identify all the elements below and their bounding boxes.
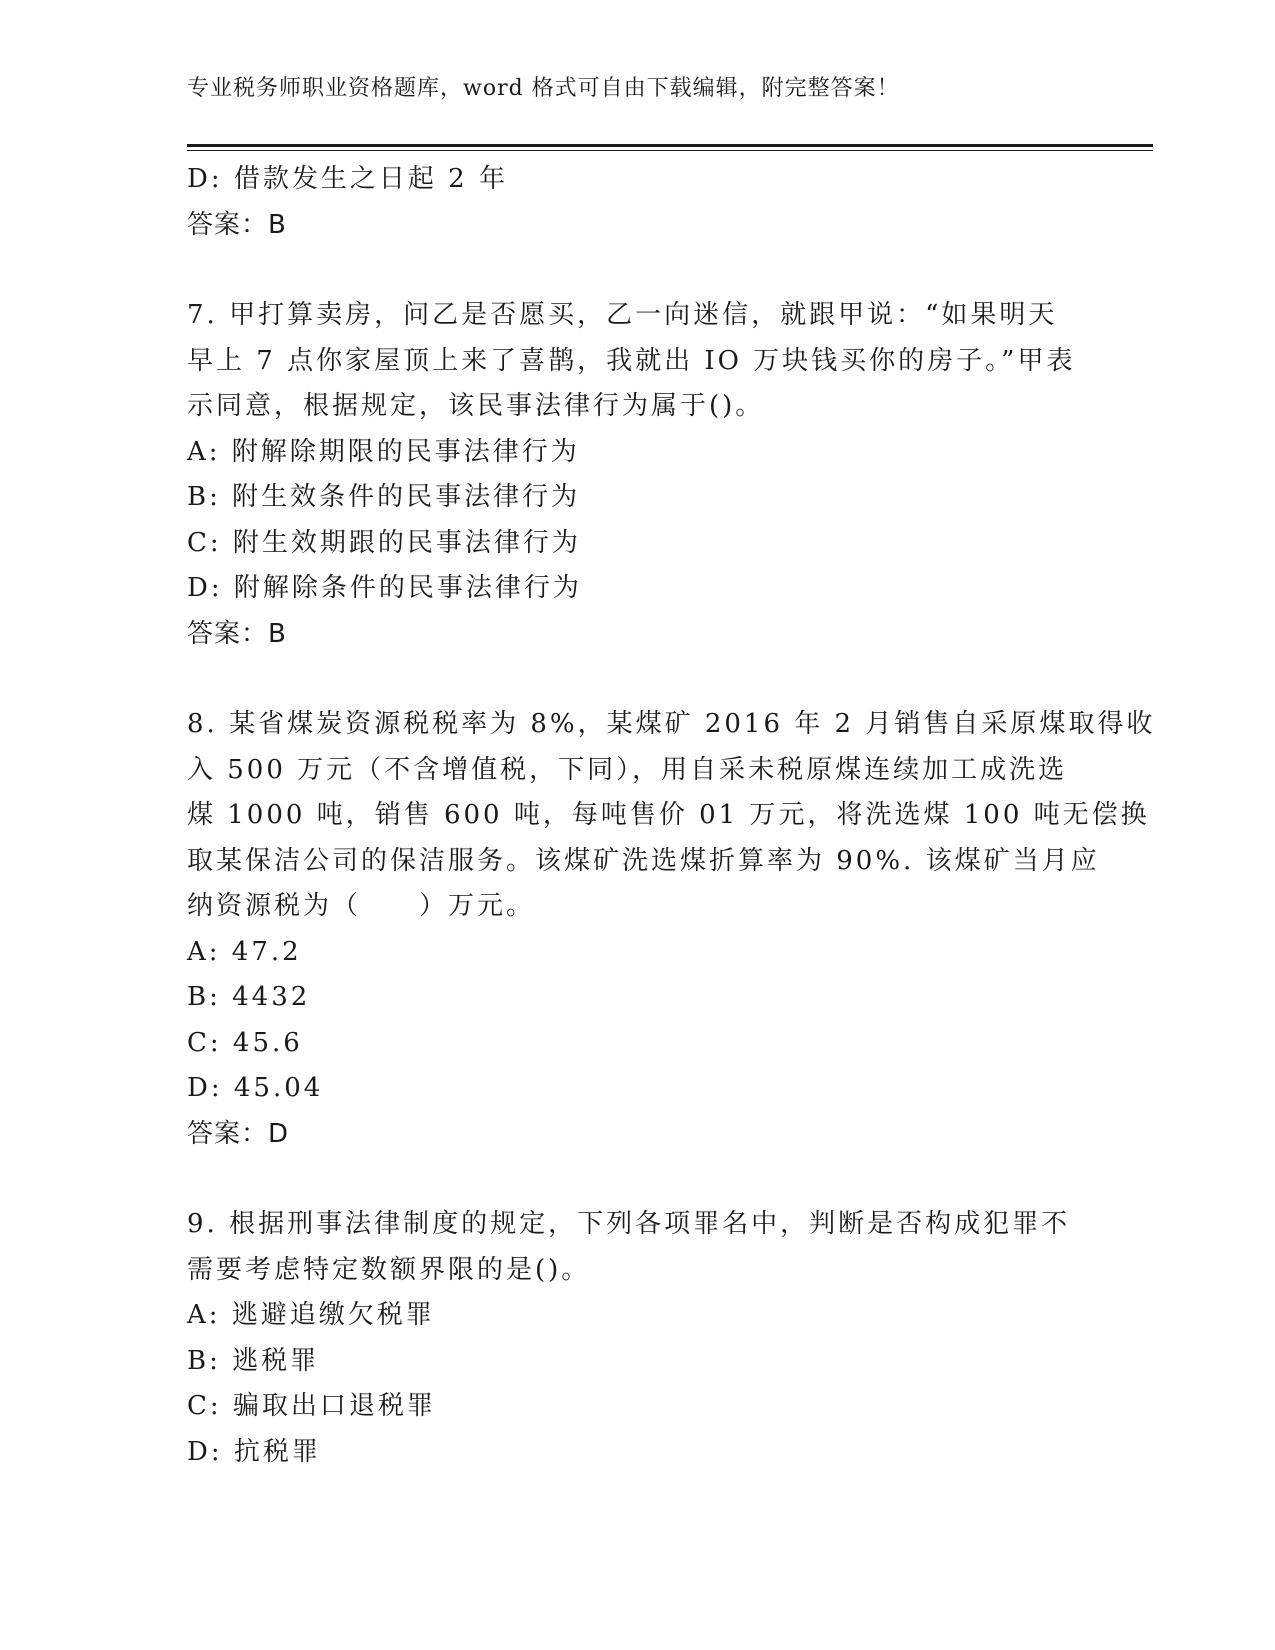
question-stem-line: 取某保洁公司的保洁服务。该煤矿洗选煤折算率为 90%. 该煤矿当月应	[187, 845, 1100, 876]
option-c: C: 45.6	[187, 1027, 303, 1058]
question-stem-line: 9. 根据刑事法律制度的规定，下列各项罪名中，判断是否构成犯罪不	[187, 1209, 1071, 1239]
question-6-tail	[187, 157, 1087, 248]
option-d: D: 附解除条件的民事法律行为	[187, 573, 582, 603]
answer: 答案：D	[187, 1118, 290, 1149]
option-c: C: 骗取出口退税罪	[187, 1391, 436, 1421]
option-d: D: 45.04	[187, 1073, 324, 1103]
answer: 答案：B	[187, 209, 287, 240]
question-stem-line: 7. 甲打算卖房，问乙是否愿买，乙一向迷信，就跟甲说：“如果明天	[187, 300, 1058, 330]
question-stem-line: 入 500 万元（不含增值税，下同），用自采未税原煤连续加工成洗选	[187, 754, 1068, 785]
question-stem-line: 纳资源税为（ ）万元。	[187, 891, 536, 921]
question-stem-line: 需要考虑特定数额界限的是()。	[187, 1254, 591, 1285]
option-a: A: 逃避追缴欠税罪	[187, 1300, 435, 1330]
option-b: B: 逃税罪	[187, 1345, 320, 1376]
option-b: B: 附生效条件的民事法律行为	[187, 482, 581, 512]
question-stem-line: 示同意，根据规定，该民事法律行为属于()。	[187, 391, 765, 421]
spacer	[187, 657, 1087, 702]
header-rule-thin	[187, 150, 1153, 151]
page-header: 专业税务师职业资格题库，word 格式可自由下载编辑，附完整答案！	[187, 76, 900, 101]
answer: 答案：B	[187, 618, 287, 649]
spacer	[187, 248, 1087, 293]
question-stem-line: 8. 某省煤炭资源税税率为 8%，某煤矿 2016 年 2 月销售自采原煤取得收	[187, 709, 1156, 739]
header-rule-thick	[187, 144, 1153, 147]
question-8	[187, 702, 1156, 1157]
question-stem-line: 煤 1000 吨，销售 600 吨，每吨售价 01 万元，将洗选煤 100 吨无偿换	[187, 800, 1150, 830]
option-c: C: 附生效期跟的民事法律行为	[187, 527, 581, 558]
document-body	[187, 157, 1156, 1475]
option-b: B: 4432	[187, 982, 311, 1012]
option-a: A: 附解除期限的民事法律行为	[187, 436, 580, 467]
option-d: D: 抗税罪	[187, 1436, 321, 1467]
option-d: D: 借款发生之日起 2 年	[187, 164, 508, 194]
spacer	[187, 1157, 1087, 1202]
question-stem-line: 早上 7 点你家屋顶上来了喜鹊，我就出 IO 万块钱买你的房子。”甲表	[187, 345, 1076, 376]
question-9	[187, 1202, 1087, 1475]
question-7	[187, 293, 1087, 657]
option-a: A: 47.2	[187, 936, 302, 967]
